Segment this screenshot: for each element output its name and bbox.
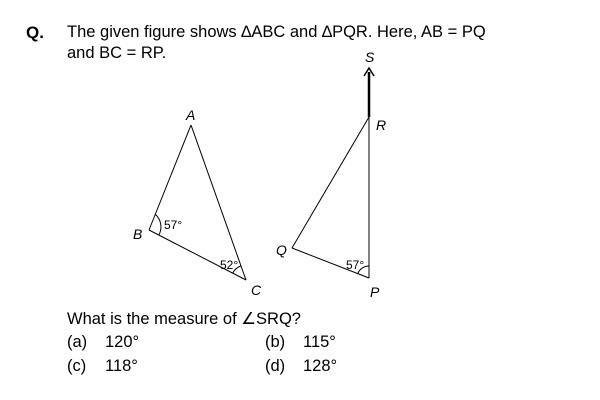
vertex-label-s: S (365, 49, 375, 65)
option-b-letter: (b) (265, 333, 286, 351)
side-bc (149, 230, 246, 280)
stem-line-2: and BC = RP. (67, 44, 167, 62)
option-a[interactable] (67, 333, 139, 352)
vertex-label-c: C (251, 282, 262, 298)
triangle-pqr (292, 68, 374, 278)
angle-label-p: 57° (346, 258, 365, 272)
vertex-label-p: P (370, 284, 380, 300)
angle-label-b: 57° (164, 218, 183, 232)
option-c[interactable] (67, 357, 138, 376)
option-b-value: 115° (303, 333, 336, 351)
vertex-label-a: A (186, 107, 196, 123)
option-c-letter: (c) (67, 357, 87, 375)
vertex-label-r: R (376, 117, 387, 133)
triangle-abc (149, 125, 246, 280)
vertex-label-b: B (133, 226, 143, 242)
side-ac (191, 125, 246, 280)
vertex-label-q: Q (276, 242, 287, 258)
option-c-value: 118° (105, 357, 138, 375)
option-a-letter: (a) (67, 333, 88, 351)
option-d-letter: (d) (265, 357, 286, 375)
angle-arc-b (155, 214, 161, 235)
question-label: Q. (26, 23, 44, 42)
option-d-value: 128° (303, 357, 338, 375)
option-b[interactable] (265, 333, 336, 352)
angle-label-c: 52° (220, 258, 239, 272)
option-a-value: 120° (105, 333, 140, 351)
stem-line-1: The given figure shows ∆ABC and ∆PQR. Here, AB = PQ (67, 23, 486, 41)
option-d[interactable] (265, 357, 337, 376)
side-qr (292, 117, 369, 248)
question-prompt: What is the measure of ∠SRQ? (67, 310, 301, 328)
